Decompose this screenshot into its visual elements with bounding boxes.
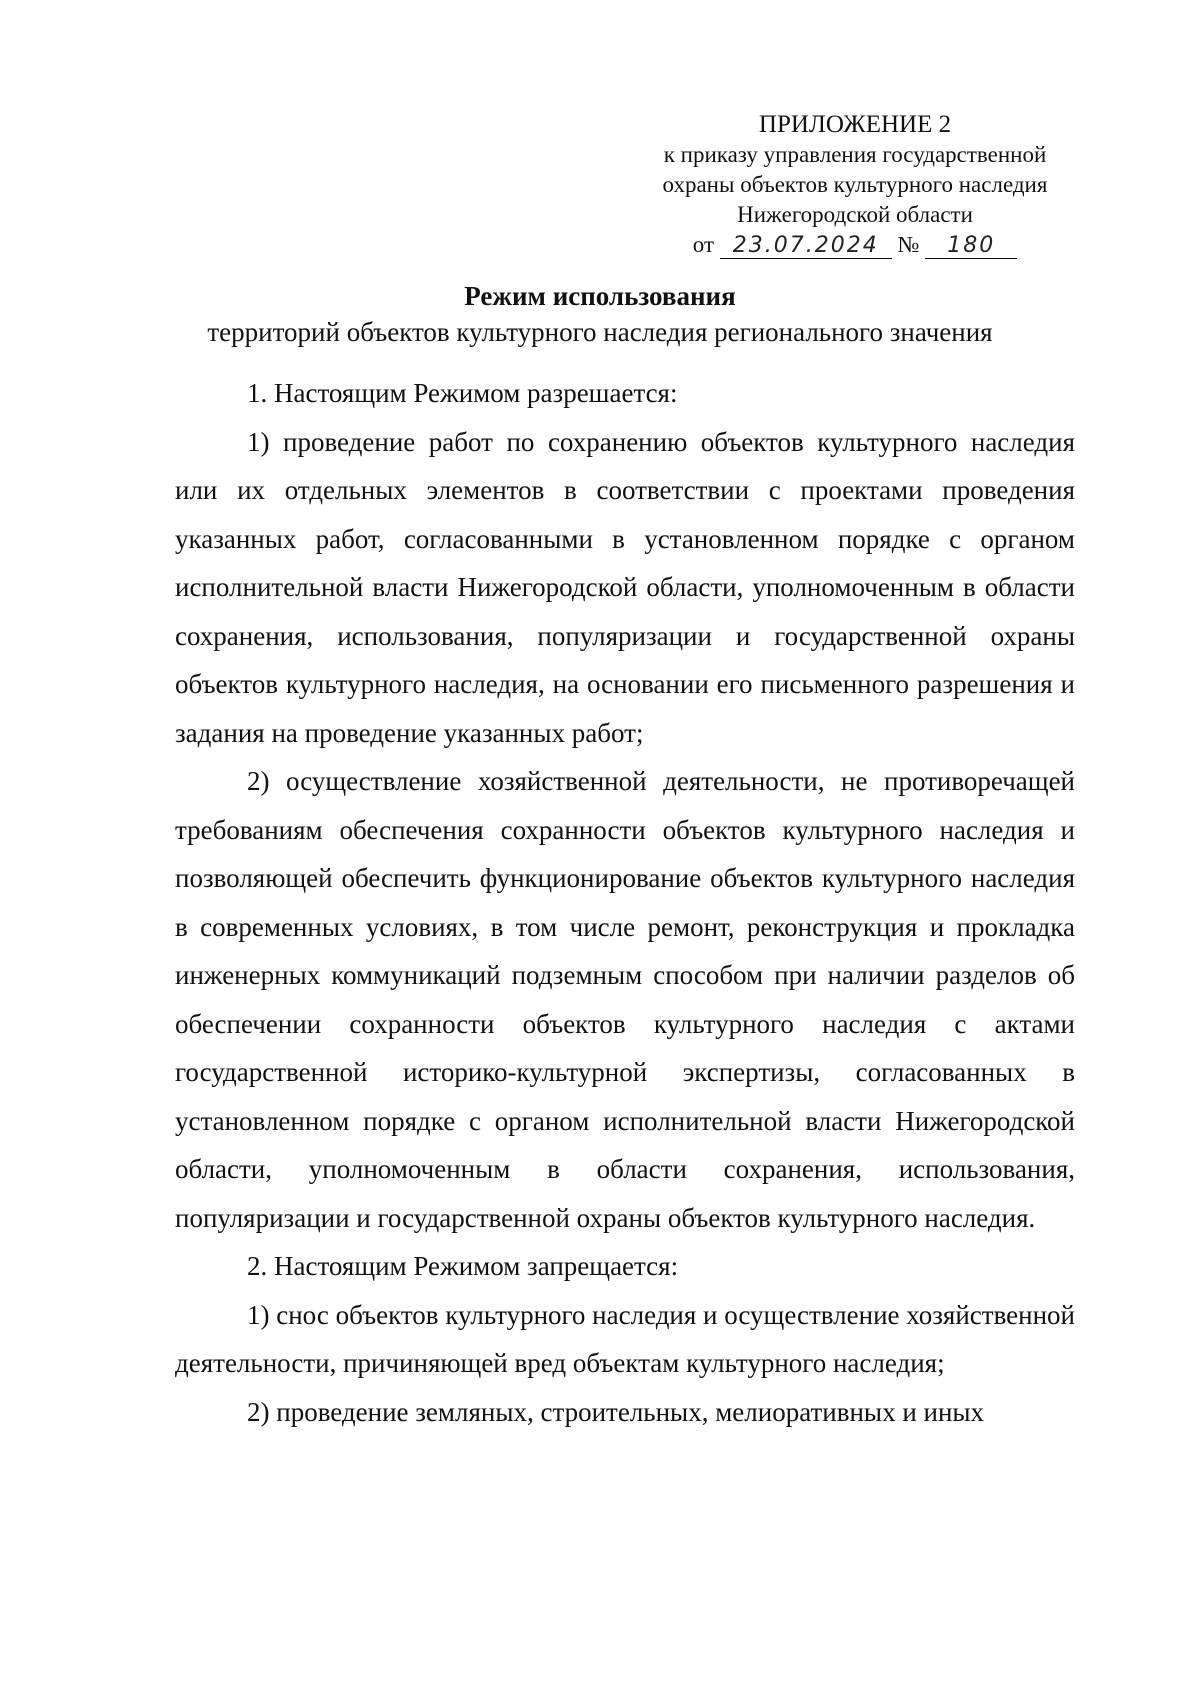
document-subtitle: территорий объектов культурного наследия регионального значения — [207, 317, 993, 347]
document-body — [175, 369, 1075, 1436]
appendix-title: ПРИЛОЖЕНИЕ 2 — [758, 111, 952, 138]
appendix-header — [630, 110, 1080, 260]
from-label: от — [692, 232, 715, 257]
number-label: № — [897, 232, 920, 257]
appendix-line-2: охраны объектов культурного наследия — [662, 172, 1048, 197]
document-title: Режим использования — [464, 281, 736, 311]
section-1-item-1: 1) проведение работ по сохранению объектов культурного наследия или их отдельных элементов в соответствии с проектами проведения указанных работ, согласованными в установленном порядке с органом исполнительной власти Нижегородской области, уполномоченным в области сохранения, использования, популяризации и государственной охраны объектов культурного наследия, на основании его письменного разрешения и задания на проведение указанных работ; — [175, 426, 1075, 748]
section-2-item-2: 2) проведение земляных, строительных, мелиоративных и иных — [247, 1396, 985, 1427]
section-1-heading: 1. Настоящим Режимом разрешается: — [247, 378, 678, 408]
appendix-line-1: к приказу управления государственной — [663, 142, 1047, 167]
section-1-item-2: 2) осуществление хозяйственной деятельности, не противоречащей требованиям обеспечения сохранности объектов культурного наследия и позволяющей обеспечить функционирование объектов культурного наследия в современных условиях, в том числе ремонт, реконструкция и прокладка инженерных коммуникаций подземным способом при наличии разделов об обеспечении сохранности объектов культурного наследия с актами государственной историко-культурной экспертизы, согласованных в установленном порядке с органом исполнительной власти Нижегородской области, уполномоченным в области сохранения, использования, популяризации и государственной охраны объектов культурного наследия. — [175, 766, 1075, 1233]
section-2-item-1: 1) снос объектов культурного наследия и осуществление хозяйственной деятельности, причиняющей вред объектам культурного наследия; — [175, 1299, 1075, 1378]
order-date: 23.07.2024 — [720, 234, 892, 259]
order-number: 180 — [925, 234, 1017, 259]
section-2-heading: 2. Настоящим Режимом запрещается: — [247, 1251, 679, 1281]
order-date-number-line — [630, 230, 1080, 260]
appendix-line-3: Нижегородской области — [737, 202, 973, 227]
document-heading — [130, 278, 1070, 350]
